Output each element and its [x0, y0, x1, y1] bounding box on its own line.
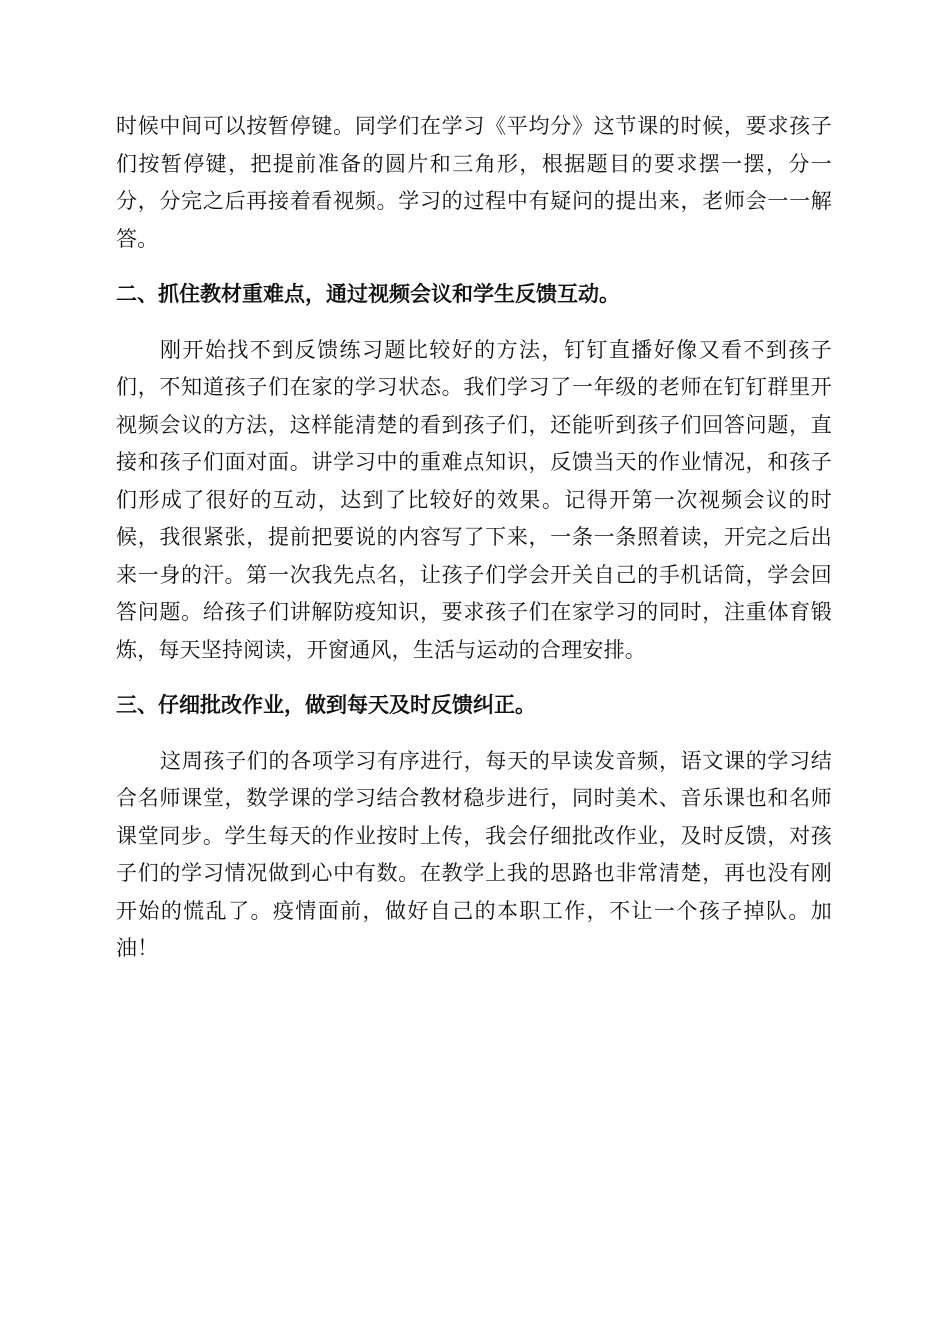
paragraph-section-2: 刚开始找不到反馈练习题比较好的方法，钉钉直播好像又看不到孩子们，不知道孩子们在家的学习状态。我们学习了一年级的老师在钉钉群里开视频会议的方法，这样能清楚的看到孩子们，还能听到孩子们回答问题，直接和孩子们面对面。讲学习中的重难点知识，反馈当天的作业情况，和孩子们形成了很好的互动，达到了比较好的效果。记得开第一次视频会议的时候，我很紧张，提前把要说的内容写了下来，一条一条照着读，开完之后出来一身的汗。第一次我先点名，让孩子们学会开关自己的手机话筒，学会回答问题。给孩子们讲解防疫知识，要求孩子们在家学习的同时，注重体育锻炼，每天坚持阅读，开窗通风，生活与运动的合理安排。 — [116, 337, 832, 662]
paragraph-continued: 时候中间可以按暂停键。同学们在学习《平均分》这节课的时候，要求孩子们按暂停键，把提前准备的圆片和三角形，根据题目的要求摆一摆，分一分，分完之后再接着看视频。学习的过程中有疑问的提出来，老师会一一解答。 — [116, 114, 832, 251]
section-heading-3: 三、仔细批改作业，做到每天及时反馈纠正。 — [116, 693, 536, 717]
section-heading-2: 二、抓住教材重难点，通过视频会议和学生反馈互动。 — [116, 282, 620, 306]
document-page — [116, 108, 832, 968]
paragraph-section-3: 这周孩子们的各项学习有序进行，每天的早读发音频，语文课的学习结合名师课堂，数学课的学习结合教材稳步进行，同时美术、音乐课也和名师课堂同步。学生每天的作业按时上传，我会仔细批改作业，及时反馈，对孩子们的学习情况做到心中有数。在教学上我的思路也非常清楚，再也没有刚开始的慌乱了。疫情面前，做好自己的本职工作，不让一个孩子掉队。加油！ — [116, 748, 832, 960]
